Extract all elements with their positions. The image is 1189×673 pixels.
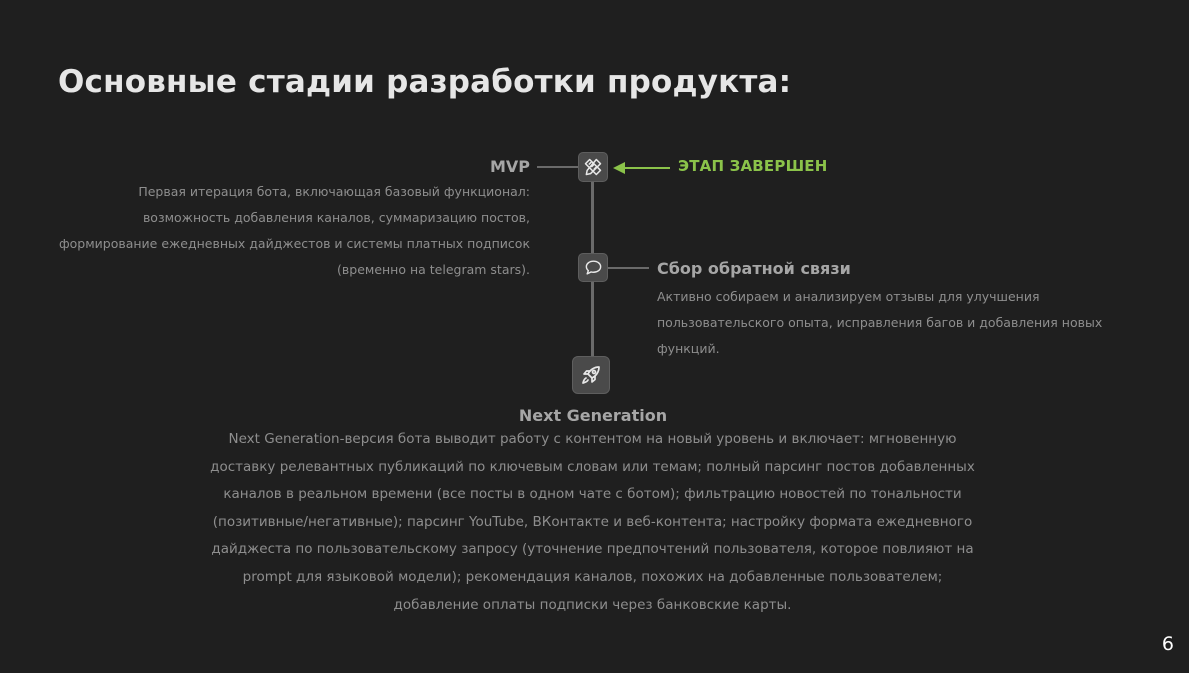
slide-title: Основные стадии разработки продукта: [58, 64, 792, 100]
feedback-label-connector [607, 267, 649, 269]
description-line: Первая итерация бота, включающая базовый функционал: [138, 184, 530, 199]
description-line: prompt для языковой модели); рекомендация каналов, похожих на добавленные пользователем; [242, 568, 943, 585]
description-line: возможность добавления каналов, суммаризацию постов, [142, 210, 530, 225]
rocket-icon [579, 363, 603, 387]
arrow-left-icon [612, 160, 672, 179]
description-line: формирование ежедневных дайджестов и системы платных подписок [58, 236, 530, 251]
page-number: 6 [1161, 633, 1174, 655]
description-line: пользовательского опыта, исправления багов и добавления новых [657, 315, 1103, 330]
feedback-description [657, 284, 1102, 362]
pencil-ruler-icon [583, 157, 603, 177]
feedback-node [578, 253, 608, 282]
description-line: Активно собираем и анализируем отзывы для улучшения [657, 289, 1040, 304]
next-generation-label: Next Generation [518, 406, 668, 425]
stage-status-badge: ЭТАП ЗАВЕРШЕН [678, 157, 828, 175]
feedback-label: Сбор обратной связи [657, 259, 851, 278]
description-line: каналов в реальном времени (все посты в одном чате с ботом); фильтрацию новостей по тональности [223, 486, 962, 503]
description-line: Next Generation-версия бота выводит работу с контентом на новый уровень и включает: мгновенную [228, 431, 957, 447]
description-line: добавление оплаты подписки через банковские карты. [393, 596, 792, 613]
chat-bubble-icon [584, 258, 603, 277]
mvp-description [59, 179, 530, 283]
next-generation-description [150, 426, 1035, 619]
timeline-connector-1 [591, 182, 594, 254]
description-line: (временно на telegram stars). [337, 262, 530, 277]
mvp-label: MVP [489, 157, 530, 176]
description-line: доставку релевантных публикаций по ключевым словам или темам; полный парсинг постов добавленных [210, 458, 975, 475]
mvp-node [578, 152, 608, 182]
description-line: функций. [657, 341, 720, 356]
description-line: дайджеста по пользовательскому запросу (уточнение предпочтений пользователя, которое повлияют на [211, 541, 974, 558]
description-line: (позитивные/негативные); парсинг YouTube, ВКонтакте и веб-контента; настройку формата ежедневного [212, 513, 973, 530]
timeline-connector-2 [591, 282, 594, 356]
mvp-label-connector [537, 166, 578, 168]
next-generation-node [572, 356, 610, 394]
